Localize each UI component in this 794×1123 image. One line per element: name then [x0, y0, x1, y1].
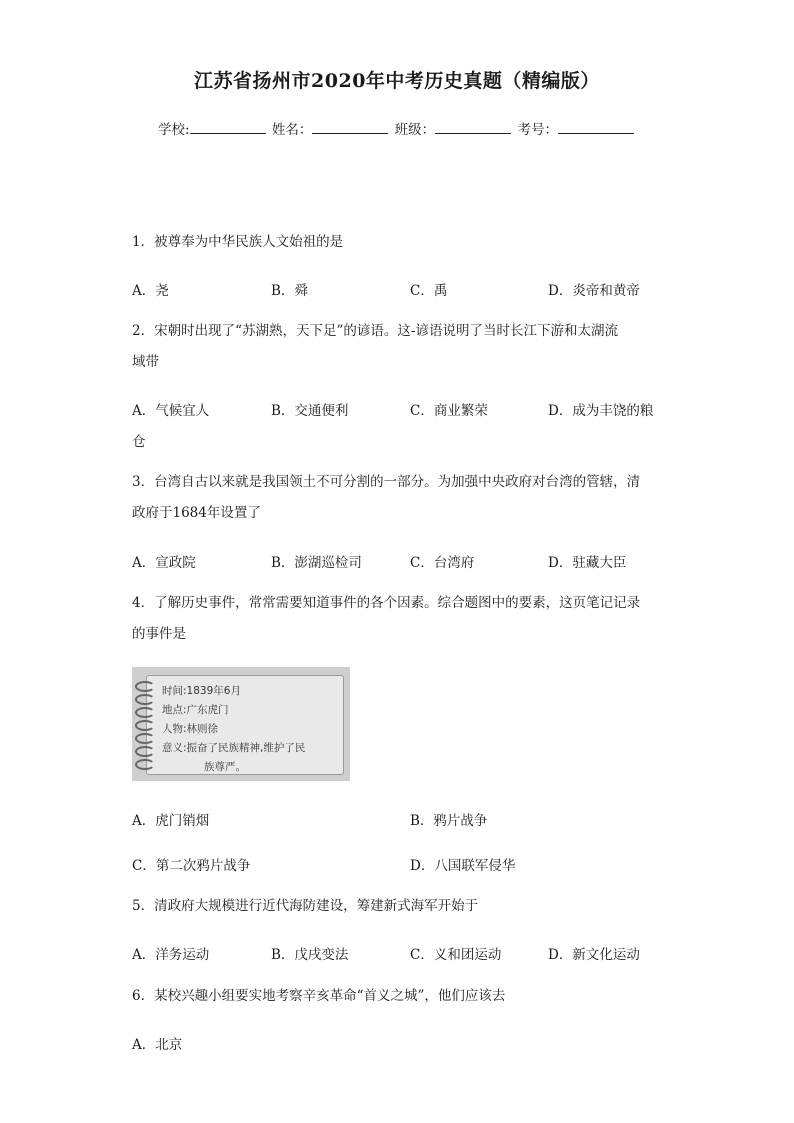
student-info-line [0, 118, 794, 138]
exam-no-blank[interactable] [558, 119, 634, 134]
school-label: 学校: [158, 122, 190, 138]
notebook-line-place: 地点:广东虎门 [162, 704, 229, 716]
question-stem-line: 政府于1684年设置了 [132, 505, 261, 521]
option-d[interactable]: D．成为丰饶的粮 [548, 403, 654, 419]
notebook-image [132, 667, 350, 781]
class-label: 班级： [394, 122, 436, 138]
question-5 [132, 891, 672, 922]
question-stem-line: 4．了解历史事件，常常需要知道事件的各个因素。综合题图中的要素，这页笔记记录 [132, 595, 641, 611]
option-b[interactable]: B．交通便利 [271, 403, 349, 419]
option-b[interactable]: B．澎湖巡检司 [271, 555, 362, 571]
question-4 [132, 588, 672, 650]
question-stem-line: 2．宋朝时出现了“苏湖熟，天下足”的谚语。这-谚语说明了当时长江下游和太湖流 [132, 323, 618, 339]
notebook-line-time: 时间:1839年6月 [162, 685, 241, 697]
spiral-ring [135, 694, 155, 705]
notebook-line-meaning: 意义:振奋了民族精神,维护了民 [162, 742, 306, 754]
option-c[interactable]: C．第二次鸦片战争 [132, 858, 251, 874]
question-stem-line: 域带 [132, 354, 159, 370]
name-label: 姓名： [271, 122, 313, 138]
spiral-ring [135, 759, 155, 770]
spiral-ring [135, 746, 155, 757]
spiral-ring [135, 733, 155, 744]
option-c[interactable]: C．禹 [410, 283, 448, 299]
option-a[interactable]: A．洋务运动 [132, 947, 210, 963]
question-stem: 5．清政府大规模进行近代海防建设，筹建新式海军开始于 [132, 898, 479, 914]
question-4-options-row-1 [132, 809, 672, 831]
option-a[interactable]: A．宣政院 [132, 555, 196, 571]
question-3 [132, 467, 672, 529]
option-a[interactable]: A．北京 [132, 1037, 183, 1053]
question-stem-line: 3．台湾自古以来就是我国领土不可分割的一部分。为加强中央政府对台湾的管辖，清 [132, 474, 641, 490]
exam-no-label: 考号： [517, 122, 558, 138]
question-stem: 6．某校兴趣小组要实地考察辛亥革命“首义之城”，他们应该去 [132, 988, 506, 1004]
spiral-ring [135, 681, 155, 692]
question-1 [132, 227, 672, 258]
option-d[interactable]: D．驻藏大臣 [548, 555, 627, 571]
spiral-ring [135, 720, 155, 731]
class-blank[interactable] [435, 119, 511, 134]
school-blank[interactable] [190, 119, 266, 134]
question-1-options [132, 279, 672, 301]
spiral-ring [135, 707, 155, 718]
notebook-line-person: 人物:林则徐 [162, 723, 219, 735]
question-4-options-row-2 [132, 854, 672, 876]
option-a[interactable]: A．虎门销烟 [132, 813, 210, 829]
question-5-options [132, 943, 672, 965]
option-a[interactable]: A．气候宜人 [132, 403, 210, 419]
question-stem: 1．被尊奉为中华民族人文始祖的是 [132, 234, 344, 250]
option-d[interactable]: D．炎帝和黄帝 [548, 283, 640, 299]
page-title: 江苏省扬州市2020年中考历史真题（精编版） [194, 70, 600, 92]
question-3-options [132, 551, 672, 573]
option-c[interactable]: C．商业繁荣 [410, 403, 488, 419]
option-d[interactable]: D．八国联军侵华 [410, 858, 516, 874]
option-c[interactable]: C．台湾府 [410, 555, 475, 571]
question-6-options [132, 1033, 672, 1055]
option-c[interactable]: C．义和团运动 [410, 947, 502, 963]
question-6 [132, 981, 672, 1012]
question-2 [132, 316, 672, 378]
notebook-line-meaning-cont: 族尊严。 [204, 761, 246, 773]
option-b[interactable]: B．鸦片战争 [410, 813, 488, 829]
option-d-wrap: 仓 [132, 434, 146, 450]
option-a[interactable]: A．尧 [132, 283, 169, 299]
option-b[interactable]: B．舜 [271, 283, 308, 299]
question-2-options [132, 399, 672, 421]
option-b[interactable]: B．戊戌变法 [271, 947, 349, 963]
question-stem-line: 的事件是 [132, 626, 186, 642]
name-blank[interactable] [312, 119, 388, 134]
option-d[interactable]: D．新文化运动 [548, 947, 640, 963]
